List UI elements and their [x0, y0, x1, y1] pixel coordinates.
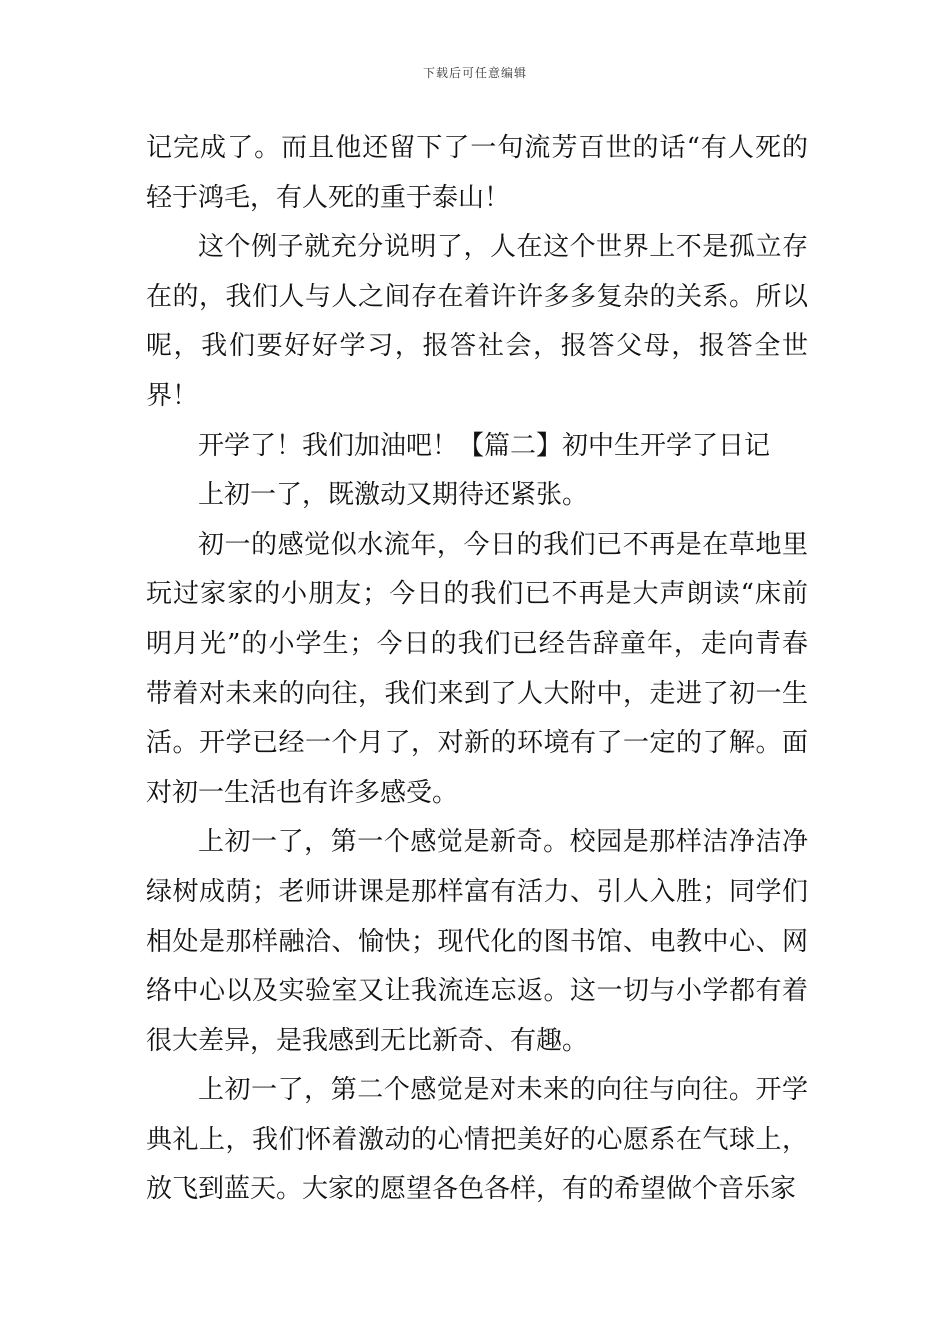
- paragraph: 这个例子就充分说明了，人在这个世界上不是孤立存在的，我们人与人之间存在着许许多多复杂的关系。所以呢，我们要好好学习，报答社会，报答父母，报答全世界！: [146, 232, 808, 411]
- paragraph: 初一的感觉似水流年，今日的我们已不再是在草地里玩过家家的小朋友；今日的我们已不再是大声朗读“床前明月光”的小学生；今日的我们已经告辞童年，走向青春带着对未来的向往，我们来到了人大附中，走进了初一生活。开学已经一个月了，对新的环境有了一定的了解。面对初一生活也有许多感受。: [146, 529, 808, 808]
- header-note: 下载后可任意编辑: [422, 66, 527, 80]
- paragraph: 上初一了，第二个感觉是对未来的向往与向往。开学典礼上，我们怀着激动的心情把美好的心愿系在气球上，放飞到蓝天。大家的愿望各色各样，有的希望做个音乐家: [146, 1075, 808, 1205]
- paragraph: 上初一了，第一个感觉是新奇。校园是那样洁净洁净绿树成荫；老师讲课是那样富有活力、引人入胜；同学们相处是那样融洽、愉快；现代化的图书馆、电教中心、网络中心以及实验室又让我流连忘返。这一切与小学都有着很大差异，是我感到无比新奇、有趣。: [146, 827, 808, 1056]
- paragraph-section-heading: 开学了！我们加油吧！【篇二】初中生开学了日记: [198, 430, 771, 461]
- body-text: [146, 124, 808, 1215]
- paragraph: 上初一了，既激动又期待还紧张。: [198, 480, 589, 511]
- paragraph-continuation: 记完成了。而且他还留下了一句流芳百世的话“有人死的轻于鸿毛，有人死的重于泰山！: [146, 133, 808, 213]
